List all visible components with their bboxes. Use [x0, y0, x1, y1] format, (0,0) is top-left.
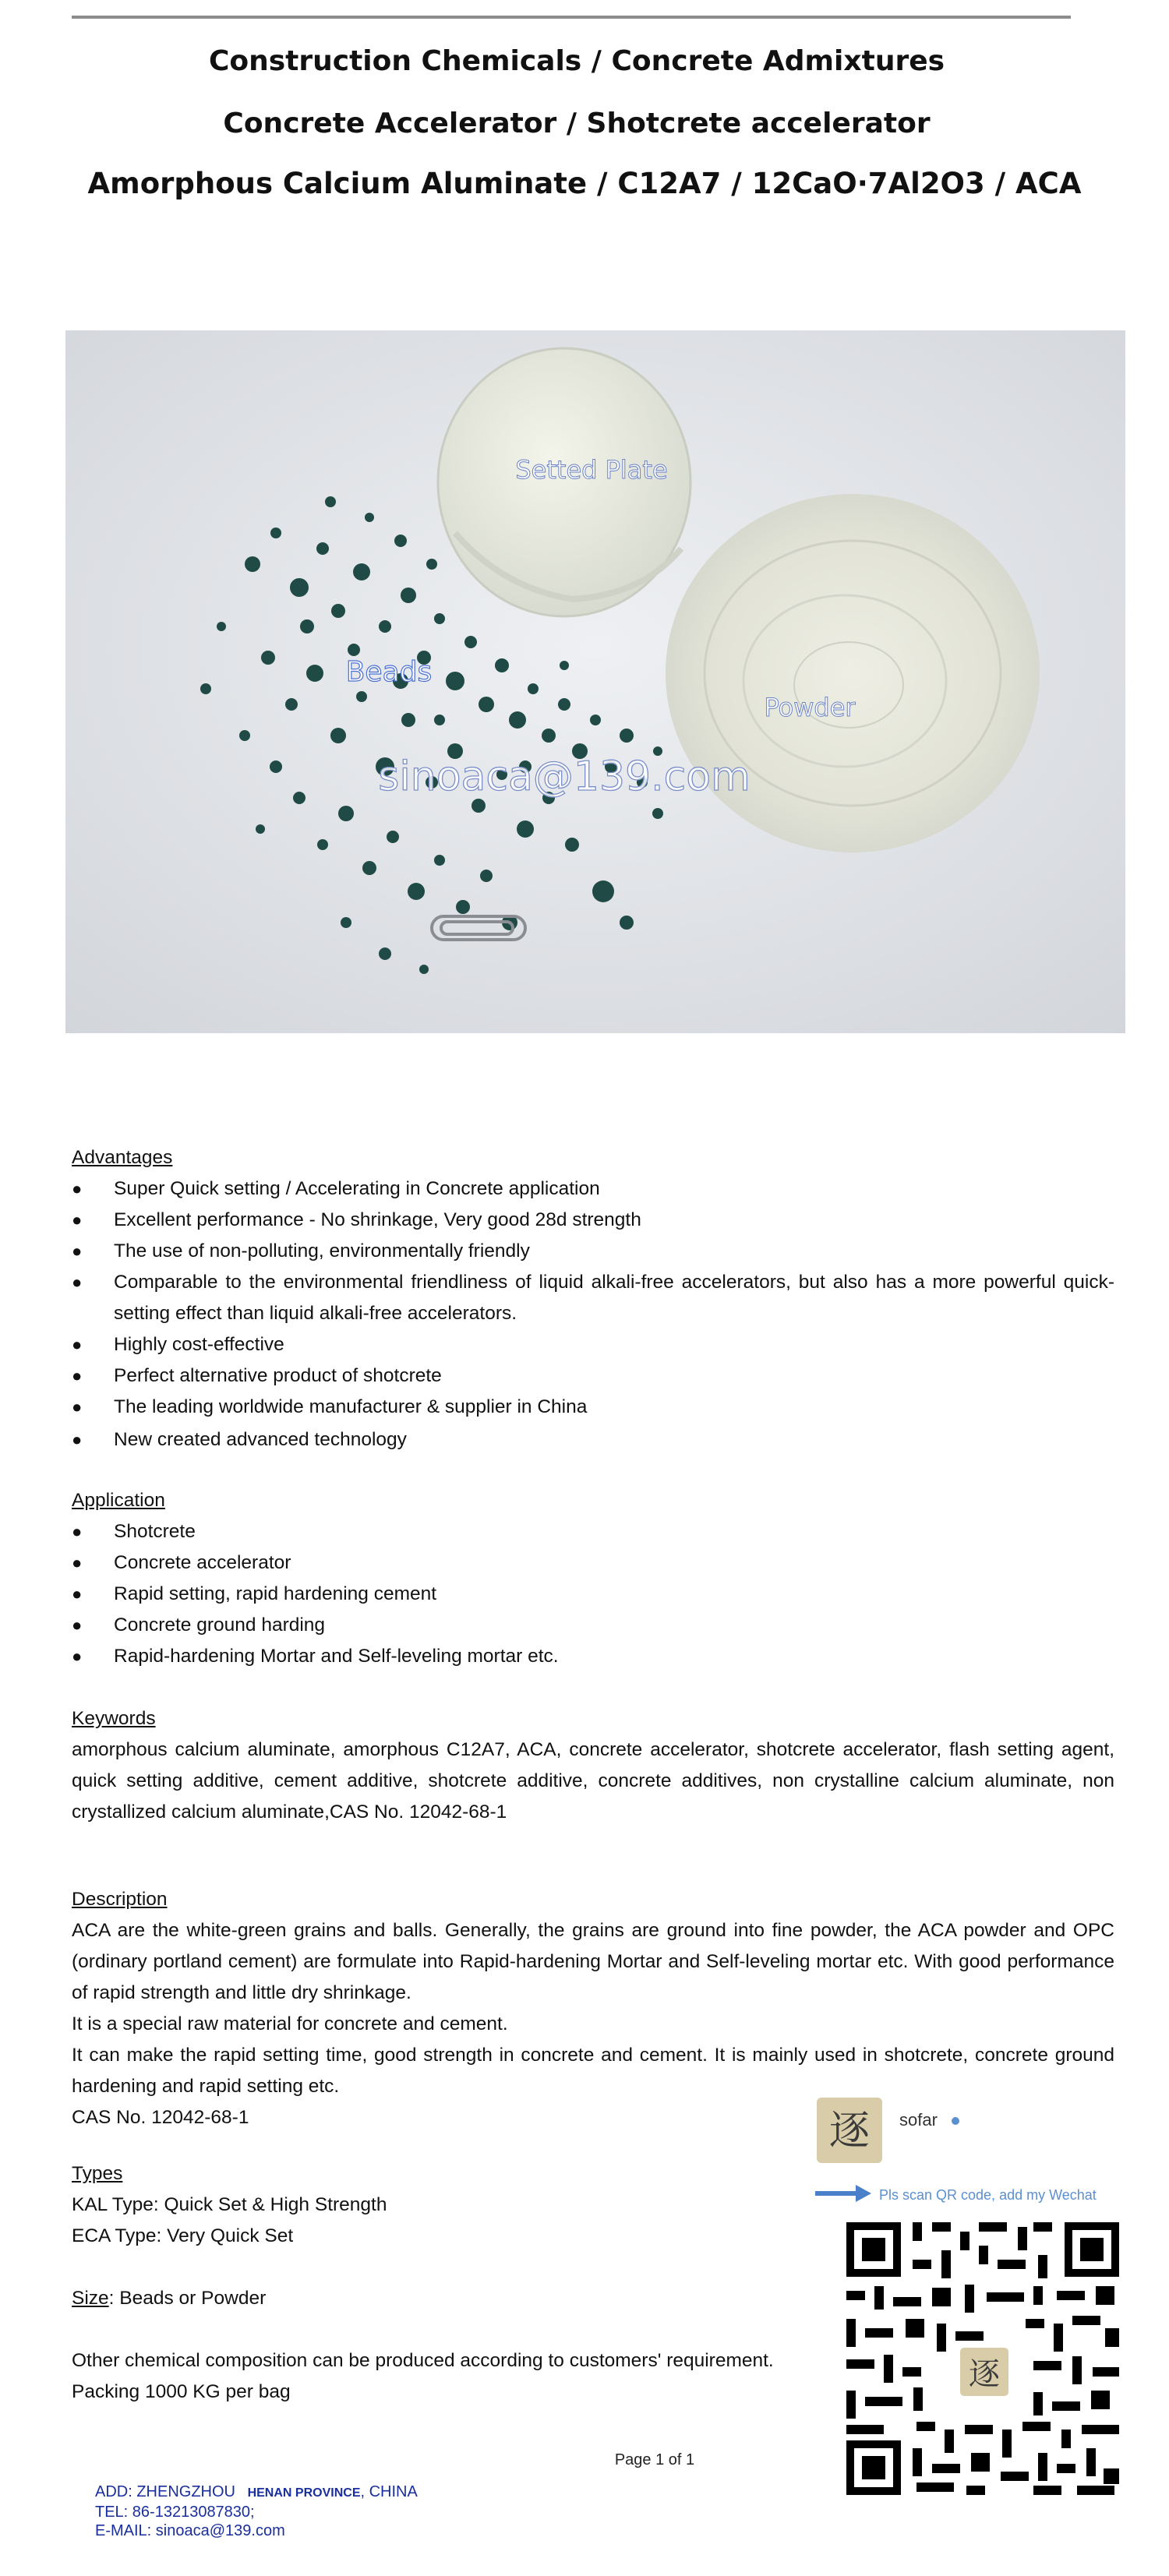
list-item: ● The leading worldwide manufacturer & supplier in China: [72, 1392, 1114, 1423]
avatar-glyph: 逐: [828, 2108, 871, 2154]
product-photo: [65, 330, 1125, 1033]
types-heading: Types: [72, 2163, 123, 2184]
application-section: [72, 1485, 1114, 1672]
list-item: ● New created advanced technology: [72, 1424, 1114, 1456]
product-photo-illustration: [65, 330, 1125, 1033]
contact-address: [95, 2482, 418, 2503]
advantages-section: [72, 1142, 1114, 1456]
description-paragraph-1: ACA are the white-green grains and balls. Generally, the grains are ground into fine powder, the ACA powder and OPC (ordinary portland cement) are formulate into Rapid-hardening Mortar and Self-leveling mortar etc. With good performance of rapid strength and little dry shrinkage.: [72, 1920, 1114, 2003]
wechat-card-graphic: [800, 2082, 1169, 2503]
size-line: [72, 2283, 773, 2314]
list-item: ● Perfect alternative product of shotcrete: [72, 1360, 1114, 1392]
title-line-3: Amorphous Calcium Aluminate / C12A7 / 12CaO·7Al2O3 / ACA: [87, 167, 1082, 200]
description-heading: Description: [72, 1889, 168, 1910]
list-item: ● Highly cost-effective: [72, 1329, 1114, 1360]
description-paragraph-3: It can make the rapid setting time, good strength in concrete and cement. It is mainly used in shotcrete, concrete ground hardening and rapid setting etc.: [72, 2045, 1114, 2097]
advantages-heading: Advantages: [72, 1147, 173, 1168]
photo-label-powder: Powder: [764, 693, 856, 722]
list-item: ● Concrete accelerator: [72, 1547, 1114, 1579]
page-number: Page 1 of 1: [614, 2451, 695, 2468]
description-paragraph-2: It is a special raw material for concrete and cement.: [72, 2013, 508, 2034]
address-city: ZHENGZHOU: [136, 2483, 236, 2500]
size-value: : Beads or Powder: [108, 2288, 267, 2309]
list-item: ● Super Quick setting / Accelerating in Concrete application: [72, 1173, 1114, 1205]
contact-person-icon: [952, 2117, 959, 2125]
qr-logo-glyph: 逐: [969, 2356, 1000, 2392]
keywords-section: [72, 1703, 1114, 1828]
keywords-heading: Keywords: [72, 1708, 156, 1729]
contact-block: [95, 2482, 418, 2540]
list-item: ● Rapid setting, rapid hardening cement: [72, 1579, 1114, 1610]
list-item: ● Excellent performance - No shrinkage, Very good 28d strength: [72, 1205, 1114, 1236]
application-heading: Application: [72, 1490, 165, 1511]
qr-code: [843, 2219, 1122, 2498]
photo-watermark-email: sinoaca@139.com: [378, 753, 750, 800]
top-rule: [72, 16, 1071, 19]
contact-tel: TEL: 86-13213087830;: [95, 2504, 255, 2521]
list-item: ● Concrete ground harding: [72, 1610, 1114, 1641]
keywords-text: amorphous calcium aluminate, amorphous C12A7, ACA, concrete accelerator, shotcrete accelerator, flash setting agent, quick setting additive, cement additive, shotcrete additive, concrete additives, non crystalline calcium aluminate, non crystallized calcium aluminate,CAS No. 12042-68-1: [72, 1739, 1114, 1823]
advantages-list: [72, 1173, 1114, 1456]
list-item: ● Rapid-hardening Mortar and Self-leveling mortar etc.: [72, 1641, 1114, 1672]
type-kal: KAL Type: Quick Set & High Strength: [72, 2194, 387, 2215]
wechat-name: sofar: [899, 2110, 938, 2130]
description-cas: CAS No. 12042-68-1: [72, 2107, 249, 2128]
packing-note: Packing 1000 KG per bag: [72, 2381, 291, 2402]
list-item: ● The use of non-polluting, environmentally friendly: [72, 1236, 1114, 1267]
application-list: [72, 1516, 1114, 1672]
list-item: ● Comparable to the environmental friendliness of liquid alkali-free accelerators, but also has a more powerful quick-setting effect than liquid alkali-free accelerators.: [72, 1267, 1114, 1329]
wechat-prompt: Pls scan QR code, add my Wechat: [879, 2187, 1097, 2203]
photo-label-plate: Setted Plate: [515, 455, 668, 485]
size-label: Size: [72, 2288, 109, 2309]
contact-email: E-MAIL: sinoaca@139.com: [95, 2522, 285, 2539]
title-line-2: Concrete Accelerator / Shotcrete accelerator: [223, 108, 931, 139]
footer-notes: [72, 2345, 820, 2408]
address-label: ADD:: [95, 2483, 137, 2500]
address-country: , CHINA: [360, 2483, 418, 2500]
title-line-1: Construction Chemicals / Concrete Admixtures: [208, 45, 945, 77]
photo-label-beads: Beads: [345, 656, 433, 688]
other-composition-note: Other chemical composition can be produced according to customers' requirement.: [72, 2350, 774, 2371]
types-section: [72, 2158, 773, 2252]
list-item: ● Shotcrete: [72, 1516, 1114, 1547]
wechat-qr-card: [800, 2082, 1169, 2503]
avatar: [817, 2098, 882, 2163]
address-province: HENAN PROVINCE: [247, 2486, 361, 2500]
type-eca: ECA Type: Very Quick Set: [72, 2225, 294, 2246]
